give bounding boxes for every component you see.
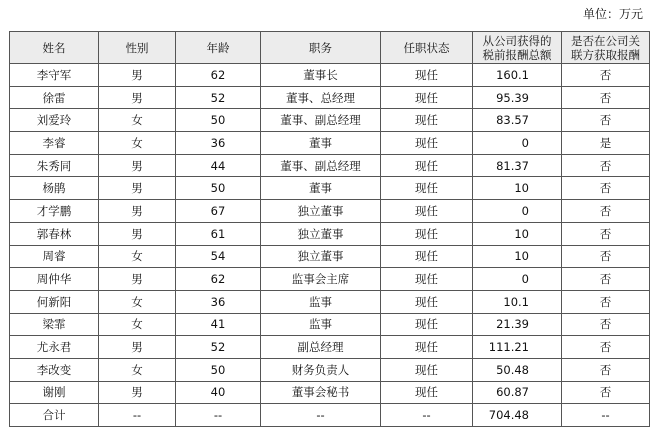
unit-label: 单位：万元 [582,7,643,21]
cell-gender: 女 [99,290,176,313]
total-related: -- [562,404,650,427]
cell-related: 否 [562,245,650,268]
cell-pay: 21.39 [473,313,562,336]
cell-age: 36 [176,290,261,313]
cell-age: 61 [176,222,261,245]
table-row [10,154,650,177]
header-gender: 性别 [99,32,176,64]
cell-name: 刘爱玲 [10,109,99,132]
cell-position: 董事、总经理 [261,86,381,109]
cell-pay: 60.87 [473,381,562,404]
cell-gender: 男 [99,86,176,109]
cell-related: 否 [562,154,650,177]
table-row [10,64,650,87]
cell-status: 现任 [381,154,473,177]
cell-pay: 10 [473,222,562,245]
table-row [10,200,650,223]
header-related-pay: 是否在公司关联方获取报酬 [562,32,650,64]
cell-status: 现任 [381,245,473,268]
cell-age: 36 [176,132,261,155]
cell-position: 董事会秘书 [261,381,381,404]
cell-gender: 女 [99,109,176,132]
cell-status: 现任 [381,222,473,245]
cell-pay: 160.1 [473,64,562,87]
table-row [10,222,650,245]
table-row [10,245,650,268]
cell-pay: 83.57 [473,109,562,132]
header-age: 年龄 [176,32,261,64]
cell-name: 何新阳 [10,290,99,313]
cell-related: 否 [562,177,650,200]
cell-gender: 女 [99,313,176,336]
cell-position: 董事长 [261,64,381,87]
cell-status: 现任 [381,290,473,313]
cell-status: 现任 [381,268,473,291]
cell-position: 董事 [261,132,381,155]
cell-related: 否 [562,86,650,109]
cell-status: 现任 [381,177,473,200]
cell-name: 李改变 [10,358,99,381]
cell-gender: 男 [99,200,176,223]
cell-name: 徐雷 [10,86,99,109]
table-row [10,358,650,381]
cell-position: 独立董事 [261,222,381,245]
cell-name: 才学鹏 [10,200,99,223]
table-row [10,177,650,200]
cell-related: 否 [562,200,650,223]
cell-pay: 111.21 [473,336,562,359]
cell-age: 40 [176,381,261,404]
cell-name: 李守军 [10,64,99,87]
cell-related: 是 [562,132,650,155]
cell-status: 现任 [381,109,473,132]
cell-age: 67 [176,200,261,223]
cell-pay: 95.39 [473,86,562,109]
cell-status: 现任 [381,132,473,155]
cell-position: 独立董事 [261,200,381,223]
cell-age: 50 [176,109,261,132]
header-pay: 从公司获得的税前报酬总额 [473,32,562,64]
cell-age: 50 [176,358,261,381]
cell-pay: 50.48 [473,358,562,381]
cell-gender: 男 [99,268,176,291]
cell-age: 50 [176,177,261,200]
cell-gender: 女 [99,358,176,381]
table-row [10,109,650,132]
table-header-row [10,32,650,64]
cell-position: 董事 [261,177,381,200]
cell-pay: 10 [473,177,562,200]
cell-gender: 女 [99,245,176,268]
cell-gender: 男 [99,336,176,359]
cell-age: 52 [176,86,261,109]
total-position: -- [261,404,381,427]
cell-name: 朱秀同 [10,154,99,177]
cell-gender: 女 [99,132,176,155]
cell-position: 监事会主席 [261,268,381,291]
cell-status: 现任 [381,336,473,359]
cell-status: 现任 [381,86,473,109]
cell-status: 现任 [381,200,473,223]
total-row [10,404,650,427]
table-row [10,86,650,109]
cell-gender: 男 [99,381,176,404]
cell-related: 否 [562,358,650,381]
cell-name: 郭春林 [10,222,99,245]
cell-age: 62 [176,268,261,291]
cell-age: 62 [176,64,261,87]
cell-related: 否 [562,109,650,132]
cell-pay: 10 [473,245,562,268]
cell-position: 监事 [261,290,381,313]
cell-name: 杨鹃 [10,177,99,200]
cell-age: 41 [176,313,261,336]
cell-name: 周睿 [10,245,99,268]
header-name: 姓名 [10,32,99,64]
cell-position: 副总经理 [261,336,381,359]
cell-age: 44 [176,154,261,177]
cell-pay: 0 [473,132,562,155]
cell-pay: 0 [473,268,562,291]
table-row [10,313,650,336]
cell-status: 现任 [381,358,473,381]
total-pay: 704.48 [473,404,562,427]
table-row [10,268,650,291]
table-row [10,381,650,404]
cell-related: 否 [562,381,650,404]
table-body [10,64,650,404]
cell-pay: 0 [473,200,562,223]
cell-gender: 男 [99,222,176,245]
cell-pay: 81.37 [473,154,562,177]
table-row [10,290,650,313]
cell-position: 董事、副总经理 [261,109,381,132]
cell-name: 周仲华 [10,268,99,291]
cell-gender: 男 [99,177,176,200]
cell-pay: 10.1 [473,290,562,313]
cell-status: 现任 [381,64,473,87]
cell-position: 财务负责人 [261,358,381,381]
cell-related: 否 [562,313,650,336]
table-row [10,132,650,155]
total-status: -- [381,404,473,427]
cell-related: 否 [562,64,650,87]
cell-age: 54 [176,245,261,268]
cell-related: 否 [562,268,650,291]
remuneration-table [9,31,650,427]
total-age: -- [176,404,261,427]
cell-gender: 男 [99,64,176,87]
header-status: 任职状态 [381,32,473,64]
cell-position: 独立董事 [261,245,381,268]
total-label: 合计 [10,404,99,427]
header-position: 职务 [261,32,381,64]
cell-related: 否 [562,336,650,359]
cell-related: 否 [562,290,650,313]
cell-status: 现任 [381,381,473,404]
total-gender: -- [99,404,176,427]
cell-name: 谢刚 [10,381,99,404]
cell-gender: 男 [99,154,176,177]
cell-name: 梁霏 [10,313,99,336]
cell-age: 52 [176,336,261,359]
table-row [10,336,650,359]
cell-status: 现任 [381,313,473,336]
cell-name: 李睿 [10,132,99,155]
cell-position: 董事、副总经理 [261,154,381,177]
cell-related: 否 [562,222,650,245]
cell-position: 监事 [261,313,381,336]
cell-name: 尤永君 [10,336,99,359]
